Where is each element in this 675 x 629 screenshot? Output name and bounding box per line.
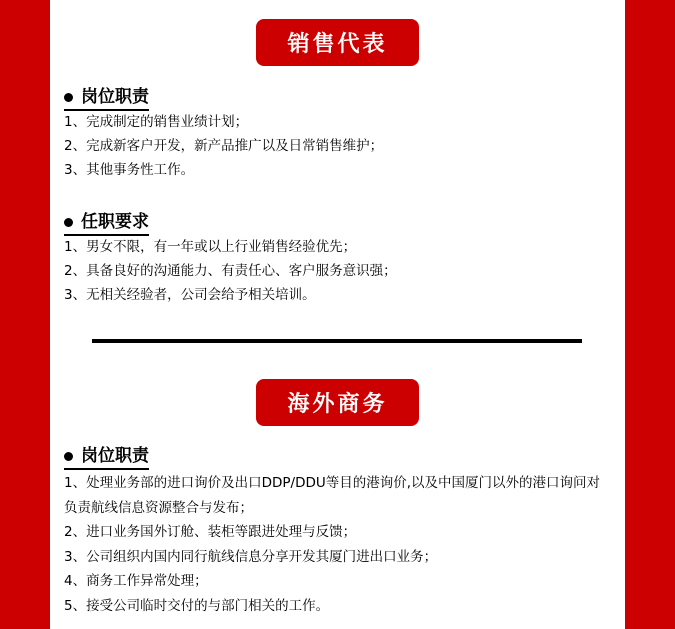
- section-title-overseas-business: 海外商务: [256, 379, 419, 426]
- heading-requirements: [64, 211, 149, 236]
- requirements-list: [64, 235, 614, 307]
- heading-label: 岗位职责: [81, 446, 149, 466]
- heading-responsibilities: [64, 445, 149, 470]
- bullet-icon: [64, 218, 73, 227]
- list-item: 5、接受公司临时交付的与部门相关的工作。: [64, 597, 330, 614]
- list-item: 1、处理业务部的进口询价及出口DDP/DDU等目的港询价,以及中国厦门以外的港口询问对负责航线信息资源整合与发布；: [64, 475, 601, 516]
- responsibilities-list: [64, 471, 612, 618]
- bullet-icon: [64, 452, 73, 461]
- list-item: 4、商务工作异常处理；: [64, 573, 208, 589]
- list-item: 1、完成制定的销售业绩计划；: [64, 114, 249, 130]
- heading-label: 任职要求: [81, 212, 149, 232]
- list-item: 3、无相关经验者，公司会给予相关培训。: [64, 287, 316, 303]
- list-item: 2、进口业务国外订舱、装柜等跟进处理与反馈；: [64, 524, 357, 540]
- job-posting-page: [50, 0, 625, 629]
- list-item: 1、男女不限，有一年或以上行业销售经验优先；: [64, 239, 357, 255]
- list-item: 2、具备良好的沟通能力、有责任心、客户服务意识强；: [64, 263, 397, 279]
- list-item: 3、公司组织内国内同行航线信息分享开发其厦门进出口业务；: [64, 548, 438, 565]
- list-item: 2、完成新客户开发，新产品推广以及日常销售维护；: [64, 138, 384, 154]
- bullet-icon: [64, 93, 73, 102]
- heading-label: 岗位职责: [81, 87, 149, 107]
- responsibilities-list: [64, 110, 614, 182]
- section-title-sales-rep: 销售代表: [256, 19, 419, 66]
- list-item: 3、其他事务性工作。: [64, 162, 195, 178]
- section-divider: [92, 339, 582, 343]
- heading-responsibilities: [64, 86, 149, 111]
